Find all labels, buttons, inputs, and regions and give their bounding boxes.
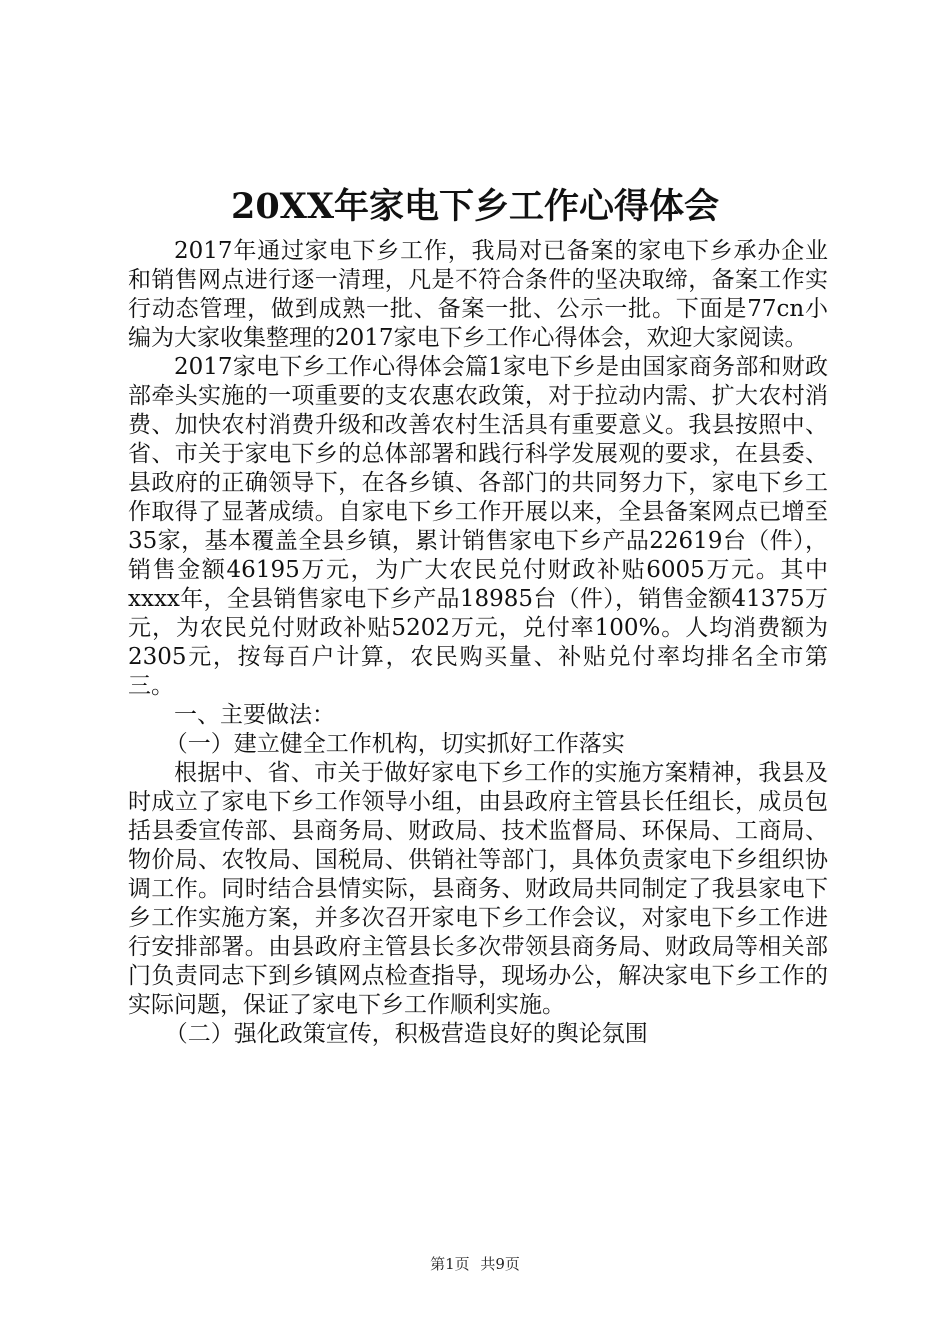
- page-footer: [0, 1254, 950, 1274]
- page-number: 第1页: [430, 1255, 470, 1273]
- subsection-heading-1: （一）建立健全工作机构，切实抓好工作落实: [164, 731, 625, 757]
- section-heading-main-practices: 一、主要做法：: [174, 702, 335, 728]
- paragraph-intro: 2017年通过家电下乡工作，我局对已备案的家电下乡承办企业和销售网点进行逐一清理，凡是不符合条件的坚决取缔，备案工作实行动态管理，做到成熟一批、备案一批、公示一批。下面是77cn小编为大家收集整理的2017家电下乡工作心得体会，欢迎大家阅读。: [128, 238, 828, 351]
- document-title: 20XX年家电下乡工作心得体会: [230, 186, 720, 227]
- document-body: [128, 237, 828, 1049]
- page-total: 共9页: [480, 1255, 520, 1273]
- subsection-heading-2: （二）强化政策宣传，积极营造良好的舆论氛围: [164, 1021, 648, 1047]
- paragraph-subsection-1: 根据中、省、市关于做好家电下乡工作的实施方案精神，我县及时成立了家电下乡工作领导小组，由县政府主管县长任组长，成员包括县委宣传部、县商务局、财政局、技术监督局、环保局、工商局、物价局、农牧局、国税局、供销社等部门，具体负责家电下乡组织协调工作。同时结合县情实际，县商务、财政局共同制定了我县家电下乡工作实施方案，并多次召开家电下乡工作会议，对家电下乡工作进行安排部署。由县政府主管县长多次带领县商务局、财政局等相关部门负责同志下到乡镇网点检查指导，现场办公，解决家电下乡工作的实际问题，保证了家电下乡工作顺利实施。: [128, 760, 828, 1018]
- paragraph-article-1: 2017家电下乡工作心得体会篇1家电下乡是由国家商务部和财政部牵头实施的一项重要的支农惠农政策，对于拉动内需、扩大农村消费、加快农村消费升级和改善农村生活具有重要意义。我县按照中、省、市关于家电下乡的总体部署和践行科学发展观的要求，在县委、县政府的正确领导下，在各乡镇、各部门的共同努力下，家电下乡工作取得了显著成绩。自家电下乡工作开展以来，全县备案网点已增至35家，基本覆盖全县乡镇，累计销售家电下乡产品22619台（件），销售金额46195万元，为广大农民兑付财政补贴6005万元。其中xxxx年，全县销售家电下乡产品18985台（件），销售金额41375万元，为农民兑付财政补贴5202万元，兑付率100%。人均消费额为2305元，按每百户计算，农民购买量、补贴兑付率均排名全市第三。: [128, 354, 828, 699]
